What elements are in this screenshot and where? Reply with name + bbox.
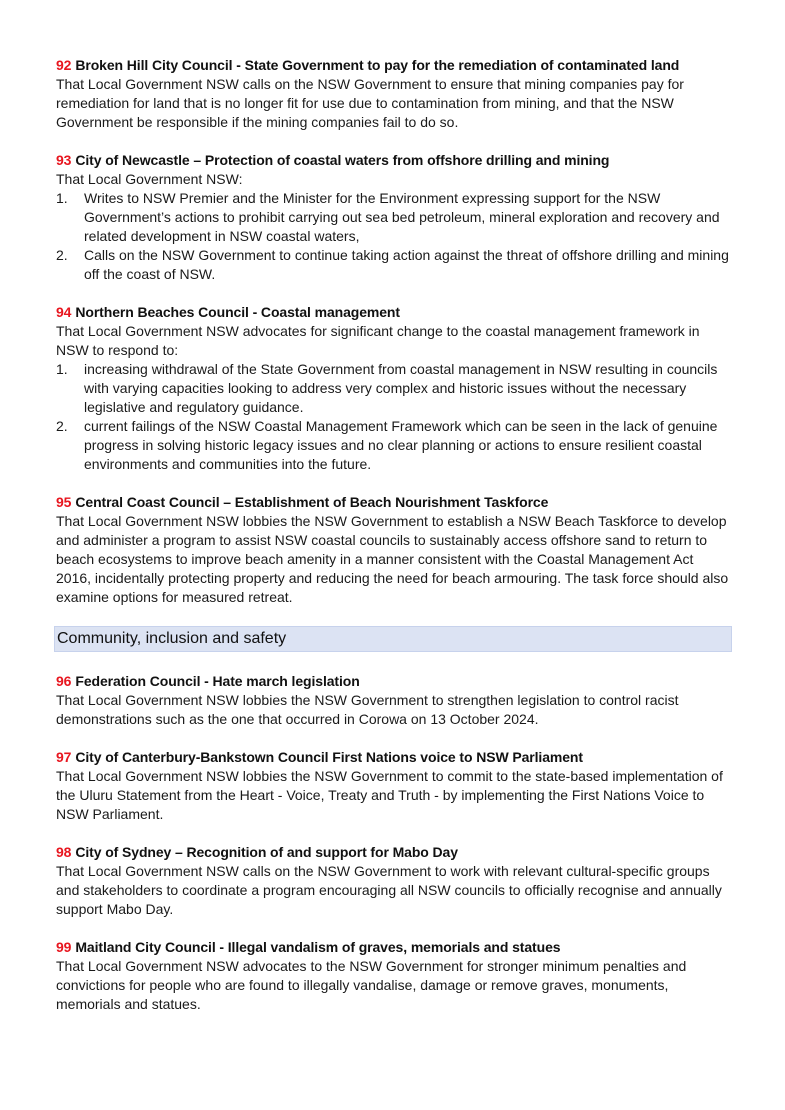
motion-number: 97 xyxy=(56,749,72,765)
motion-heading xyxy=(56,748,732,767)
section-heading: Community, inclusion and safety xyxy=(57,630,287,647)
list-item xyxy=(56,246,732,284)
motions-group-community xyxy=(56,672,732,1014)
motion-number: 93 xyxy=(56,152,72,168)
list-marker: 1. xyxy=(56,190,68,206)
document-page xyxy=(56,56,732,1033)
motion-body: That Local Government NSW lobbies the NSW Government to strengthen legislation to control racist demonstrations such as the one that occurred in Corowa on 13 October 2024. xyxy=(56,692,679,727)
motion-body: That Local Government NSW calls on the NSW Government to ensure that mining companies pay for remediation for land that is no longer fit for use due to contamination from mining, and that the NSW Government be responsible if the mining companies fail to do so. xyxy=(56,76,684,130)
motion-heading xyxy=(56,938,732,957)
motion-heading xyxy=(56,151,732,170)
list-item xyxy=(56,189,732,246)
list-marker: 2. xyxy=(56,247,68,263)
list-item-text: current failings of the NSW Coastal Management Framework which can be seen in the lack of genuine progress in solving historic legacy issues and no clear planning or actions to ensure resilient coastal environments and communities into the future. xyxy=(84,418,718,472)
motion-number: 99 xyxy=(56,939,72,955)
motion-heading xyxy=(56,493,732,512)
motion-title: City of Sydney – Recognition of and support for Mabo Day xyxy=(75,844,458,860)
motion-number: 96 xyxy=(56,673,72,689)
motion-92 xyxy=(56,56,732,132)
motion-number: 98 xyxy=(56,844,72,860)
motion-title: Federation Council - Hate march legislation xyxy=(75,673,360,689)
motion-number: 95 xyxy=(56,494,72,510)
motion-93 xyxy=(56,151,732,284)
motion-number: 92 xyxy=(56,57,72,73)
list-item-text: Writes to NSW Premier and the Minister for the Environment expressing support for the NSW Government’s actions to prohibit carrying out sea bed petroleum, mineral exploration and recovery and related development in NSW coastal waters, xyxy=(84,190,720,244)
list-item-text: Calls on the NSW Government to continue taking action against the threat of offshore drilling and mining off the coast of NSW. xyxy=(84,247,729,282)
list-item-text: increasing withdrawal of the State Government from coastal management in NSW resulting in councils with varying capacities looking to address very complex and historic issues without the necessary legislative and regulatory guidance. xyxy=(84,361,718,415)
motion-98 xyxy=(56,843,732,919)
motion-heading xyxy=(56,672,732,691)
motion-title: Broken Hill City Council - State Government to pay for the remediation of contaminated land xyxy=(75,57,680,73)
motion-list xyxy=(56,189,732,284)
motions-group-coastal xyxy=(56,56,732,607)
motion-97 xyxy=(56,748,732,824)
motion-heading xyxy=(56,56,732,75)
motion-94 xyxy=(56,303,732,474)
motion-number: 94 xyxy=(56,304,72,320)
motion-heading xyxy=(56,303,732,322)
motion-title: City of Newcastle – Protection of coastal waters from offshore drilling and mining xyxy=(75,152,610,168)
motion-95 xyxy=(56,493,732,607)
motion-heading xyxy=(56,843,732,862)
motion-list xyxy=(56,360,732,474)
motion-body: That Local Government NSW lobbies the NSW Government to establish a NSW Beach Taskforce to develop and administer a program to assist NSW coastal councils to sustainably access offshore sand to return to beach ecosystems to improve beach amenity in a manner consistent with the Coastal Management Act 2016, incidentally protecting property and reducing the need for beach armouring. The task force should also examine options for measured retreat. xyxy=(56,513,729,605)
motion-99 xyxy=(56,938,732,1014)
motion-body: That Local Government NSW advocates to the NSW Government for stronger minimum penalties and convictions for people who are found to illegally vandalise, damage or remove graves, monuments, memorials and statues. xyxy=(56,958,687,1012)
motion-96 xyxy=(56,672,732,729)
motion-title: City of Canterbury-Bankstown Council First Nations voice to NSW Parliament xyxy=(75,749,583,765)
motion-body: That Local Government NSW: xyxy=(56,171,243,187)
list-marker: 2. xyxy=(56,418,68,434)
motion-title: Central Coast Council – Establishment of Beach Nourishment Taskforce xyxy=(75,494,549,510)
list-item xyxy=(56,417,732,474)
motion-body: That Local Government NSW lobbies the NSW Government to commit to the state-based implementation of the Uluru Statement from the Heart - Voice, Treaty and Truth - by implementing the First Nations Voice to NSW Parliament. xyxy=(56,768,723,822)
motion-title: Northern Beaches Council - Coastal management xyxy=(75,304,400,320)
list-item xyxy=(56,360,732,417)
motion-body: That Local Government NSW advocates for significant change to the coastal management framework in NSW to respond to: xyxy=(56,323,700,358)
list-marker: 1. xyxy=(56,361,68,377)
motion-body: That Local Government NSW calls on the NSW Government to work with relevant cultural-specific groups and stakeholders to coordinate a program encouraging all NSW councils to officially recognise and annually support Mabo Day. xyxy=(56,863,722,917)
motion-title: Maitland City Council - Illegal vandalism of graves, memorials and statues xyxy=(75,939,561,955)
section-heading-bar xyxy=(54,626,732,652)
